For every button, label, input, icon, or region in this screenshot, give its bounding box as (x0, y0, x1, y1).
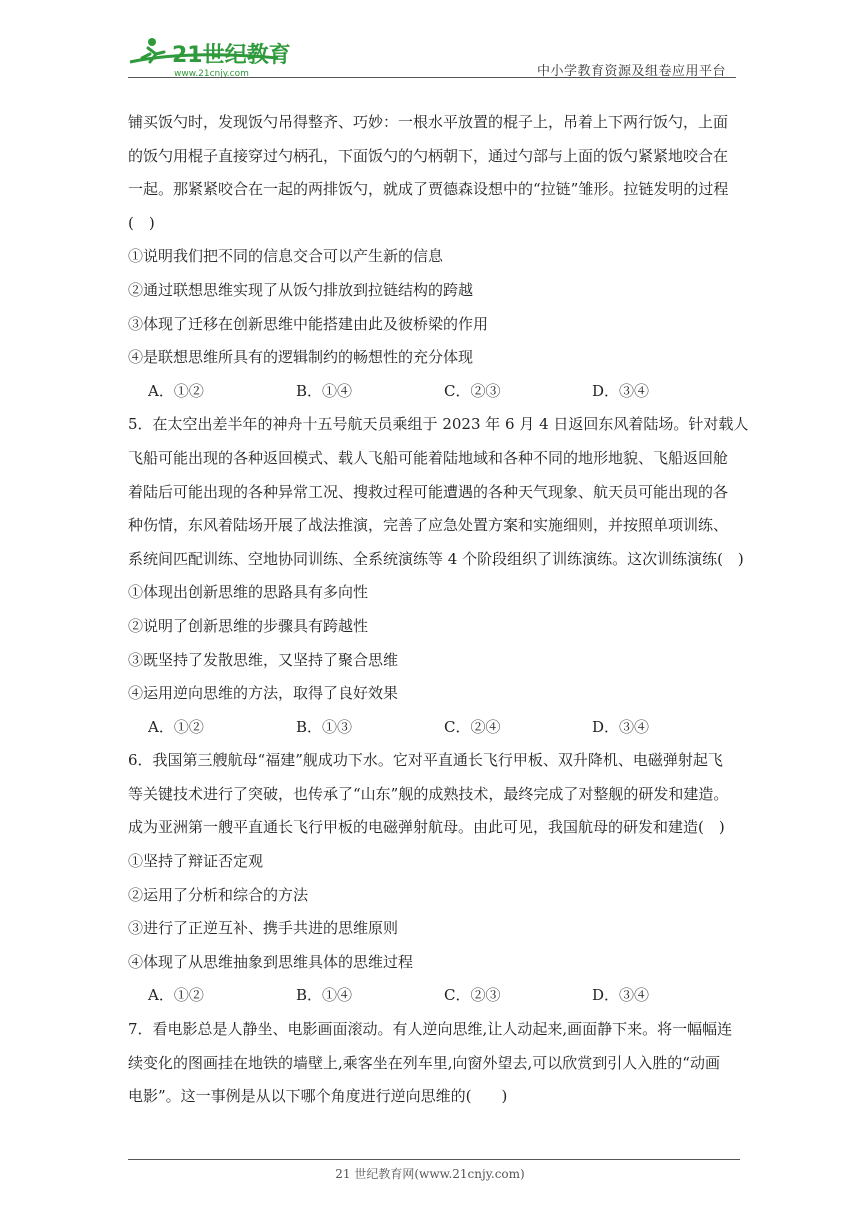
question-7 (128, 1013, 740, 1114)
question-line: 种伤情，东风着陆场开展了战法推演，完善了应急处置方案和实施细则，并按照单项训练、 (128, 516, 729, 535)
question-line: 成为亚洲第一艘平直通长飞行甲板的电磁弹射航母。由此可见，我国航母的研发和建造( ) (128, 818, 725, 837)
option-d: D．③④ (592, 381, 650, 400)
logo-text: 21世纪教育 (172, 43, 291, 68)
question-line: 的饭勺用棍子直接穿过勺柄孔，下面饭勺的勺柄朝下，通过勺部与上面的饭勺紧紧地咬合在 (128, 146, 729, 165)
question-line: ( ) (128, 213, 155, 232)
question-line: 系统间匹配训练、空地协同训练、全系统演练等 4 个阶段组织了训练演练。这次训练演练( ) (128, 549, 744, 568)
header-tagline: 中小学教育资源及组卷应用平台 (536, 64, 726, 79)
answer-options (128, 711, 740, 745)
statement: ①坚持了辩证否定观 (128, 852, 264, 871)
option-a: A．①② (148, 717, 204, 736)
logo-url: www.21cnjy.com (174, 69, 249, 79)
option-c: C．②④ (444, 717, 501, 736)
question-line: 着陆后可能出现的各种异常工况、搜救过程可能遭遇的各种天气现象、航天员可能出现的各 (128, 482, 729, 501)
question-line: 续变化的图画挂在地铁的墙壁上,乘客坐在列车里,向窗外望去,可以欣赏到引人入胜的“动画 (128, 1053, 720, 1072)
statement: ②说明了创新思维的步骤具有跨越性 (128, 616, 369, 635)
question-6 (128, 744, 740, 1013)
question-5 (128, 408, 749, 744)
question-line: 一起。那紧紧咬合在一起的两排饭勺，就成了贾德森设想中的“拉链”雏形。拉链发明的过程 (128, 180, 729, 199)
option-a: A．①② (148, 986, 204, 1005)
option-b: B．①④ (296, 381, 353, 400)
page-header (128, 26, 736, 80)
option-d: D．③④ (592, 986, 650, 1005)
statement: ①体现出创新思维的思路具有多向性 (128, 583, 369, 602)
option-c: C．②③ (444, 381, 501, 400)
statement: ③体现了迁移在创新思维中能搭建由此及彼桥梁的作用 (128, 314, 489, 333)
statement: ②通过联想思维实现了从饭勺排放到拉链结构的跨越 (128, 280, 474, 299)
question-line: 电影”。这一事例是从以下哪个角度进行逆向思维的( ) (128, 1087, 508, 1106)
statement: ④运用逆向思维的方法，取得了良好效果 (128, 684, 399, 703)
option-c: C．②③ (444, 986, 501, 1005)
header-divider (128, 77, 736, 78)
question-line: 飞船可能出现的各种返回模式、载人飞船可能着陆地域和各种不同的地形地貌、飞船返回舱 (128, 448, 729, 467)
statement: ④体现了从思维抽象到思维具体的思维过程 (128, 952, 414, 971)
statement: ②运用了分析和综合的方法 (128, 885, 309, 904)
question-line: 等关键技术进行了突破，也传承了“山东”舰的成熟技术，最终完成了对整舰的研发和建造。 (128, 784, 729, 803)
option-b: B．①③ (296, 717, 353, 736)
footer-divider (128, 1159, 740, 1160)
statement: ④是联想思维所具有的逻辑制约的畅想性的充分体现 (128, 348, 474, 367)
page-footer: 21 世纪教育网(www.21cnjy.com) (335, 1167, 525, 1181)
option-a: A．①② (148, 381, 204, 400)
option-d: D．③④ (592, 717, 650, 736)
statement: ③既坚持了发散思维，又坚持了聚合思维 (128, 650, 399, 669)
question-line: 铺买饭勺时，发现饭勺吊得整齐、巧妙：一根水平放置的棍子上，吊着上下两行饭勺，上面 (128, 113, 729, 131)
answer-options (128, 375, 740, 409)
option-b: B．①④ (296, 986, 353, 1005)
question-line: 6．我国第三艘航母“福建”舰成功下水。它对平直通长飞行甲板、双升降机、电磁弹射起飞 (128, 751, 723, 770)
question-line: 7．看电影总是人静坐、电影画面滚动。有人逆向思维,让人动起来,画面静下来。将一幅幅连 (128, 1020, 733, 1039)
answer-options (128, 979, 740, 1013)
question-content (128, 106, 749, 1114)
question-4 (128, 106, 740, 408)
site-logo (128, 32, 298, 80)
statement: ①说明我们把不同的信息交合可以产生新的信息 (128, 247, 444, 266)
statement: ③进行了正逆互补、携手共进的思维原则 (128, 919, 399, 938)
question-line: 5．在太空出差半年的神舟十五号航天员乘组于 2023 年 6 月 4 日返回东风着陆场。针对载人 (128, 415, 749, 434)
